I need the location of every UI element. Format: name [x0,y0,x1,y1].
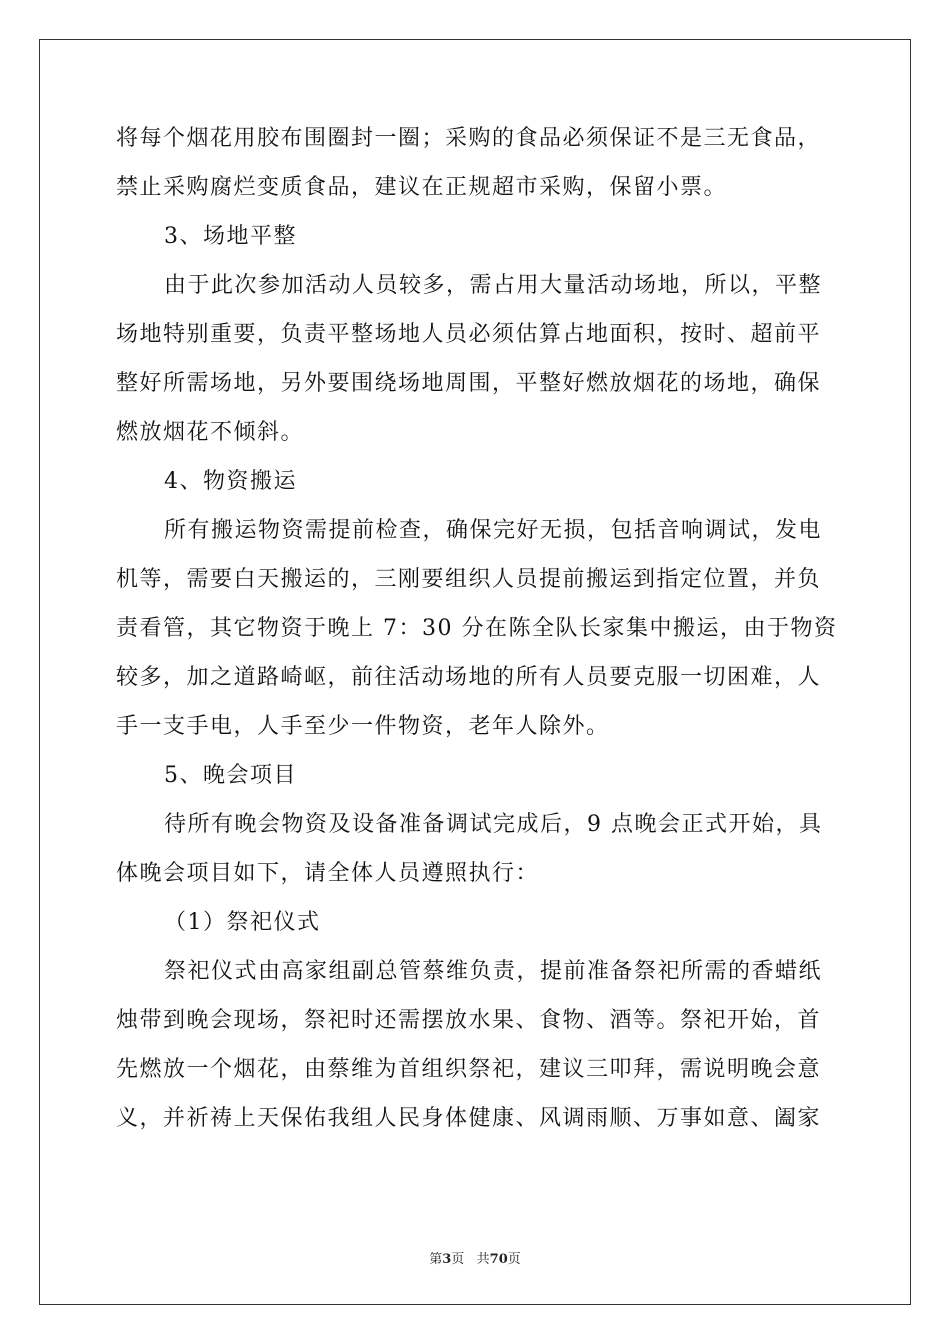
paragraph-line: 禁止采购腐烂变质食品，建议在正规超市采购，保留小票。 [116,175,728,200]
paragraph-line: 先燃放一个烟花，由蔡维为首组织祭祀，建议三叩拜，需说明晚会意 [116,1057,822,1082]
paragraph-line: 燃放烟花不倾斜。 [116,420,305,445]
paragraph-line: 义，并祈祷上天保佑我组人民身体健康、风调雨顺、万事如意、阖家 [116,1106,822,1131]
footer-mid: 页 共 [451,1252,490,1267]
current-page-number: 3 [442,1252,452,1267]
paragraph-line: 将每个烟花用胶布围圈封一圈；采购的食品必须保证不是三无食品， [116,126,822,151]
footer-suffix: 页 [507,1252,521,1267]
paragraph-line: 烛带到晚会现场，祭祀时还需摆放水果、食物、酒等。祭祀开始，首 [116,1008,822,1033]
section-heading: 4、物资搬运 [164,469,297,494]
paragraph-line: 场地特别重要，负责平整场地人员必须估算占地面积，按时、超前平 [116,322,822,347]
footer-prefix: 第 [429,1252,443,1267]
paragraph-line: 责看管，其它物资于晚上 7：30 分在陈全队长家集中搬运，由于物资 [116,616,838,641]
section-heading: 5、晚会项目 [164,763,297,788]
paragraph-line: 祭祀仪式由高家组副总管蔡维负责，提前准备祭祀所需的香蜡纸 [164,959,823,984]
paragraph-line: 机等，需要白天搬运的，三刚要组织人员提前搬运到指定位置，并负 [116,567,822,592]
paragraph-line: 由于此次参加活动人员较多，需占用大量活动场地，所以，平整 [164,273,823,298]
paragraph-line: 待所有晚会物资及设备准备调试完成后，9 点晚会正式开始，具 [164,812,823,837]
paragraph-line: 较多，加之道路崎岖，前往活动场地的所有人员要克服一切困难，人 [116,665,822,690]
paragraph-line: 体晚会项目如下，请全体人员遵照执行： [116,861,540,886]
page-footer [0,1248,950,1267]
subsection-heading: （1）祭祀仪式 [164,910,321,935]
section-heading: 3、场地平整 [164,224,297,249]
paragraph-line: 手一支手电，人手至少一件物资，老年人除外。 [116,714,610,739]
paragraph-line: 所有搬运物资需提前检查，确保完好无损，包括音响调试，发电 [164,518,823,543]
paragraph-line: 整好所需场地，另外要围绕场地周围，平整好燃放烟花的场地，确保 [116,371,822,396]
total-pages-number: 70 [489,1252,508,1267]
